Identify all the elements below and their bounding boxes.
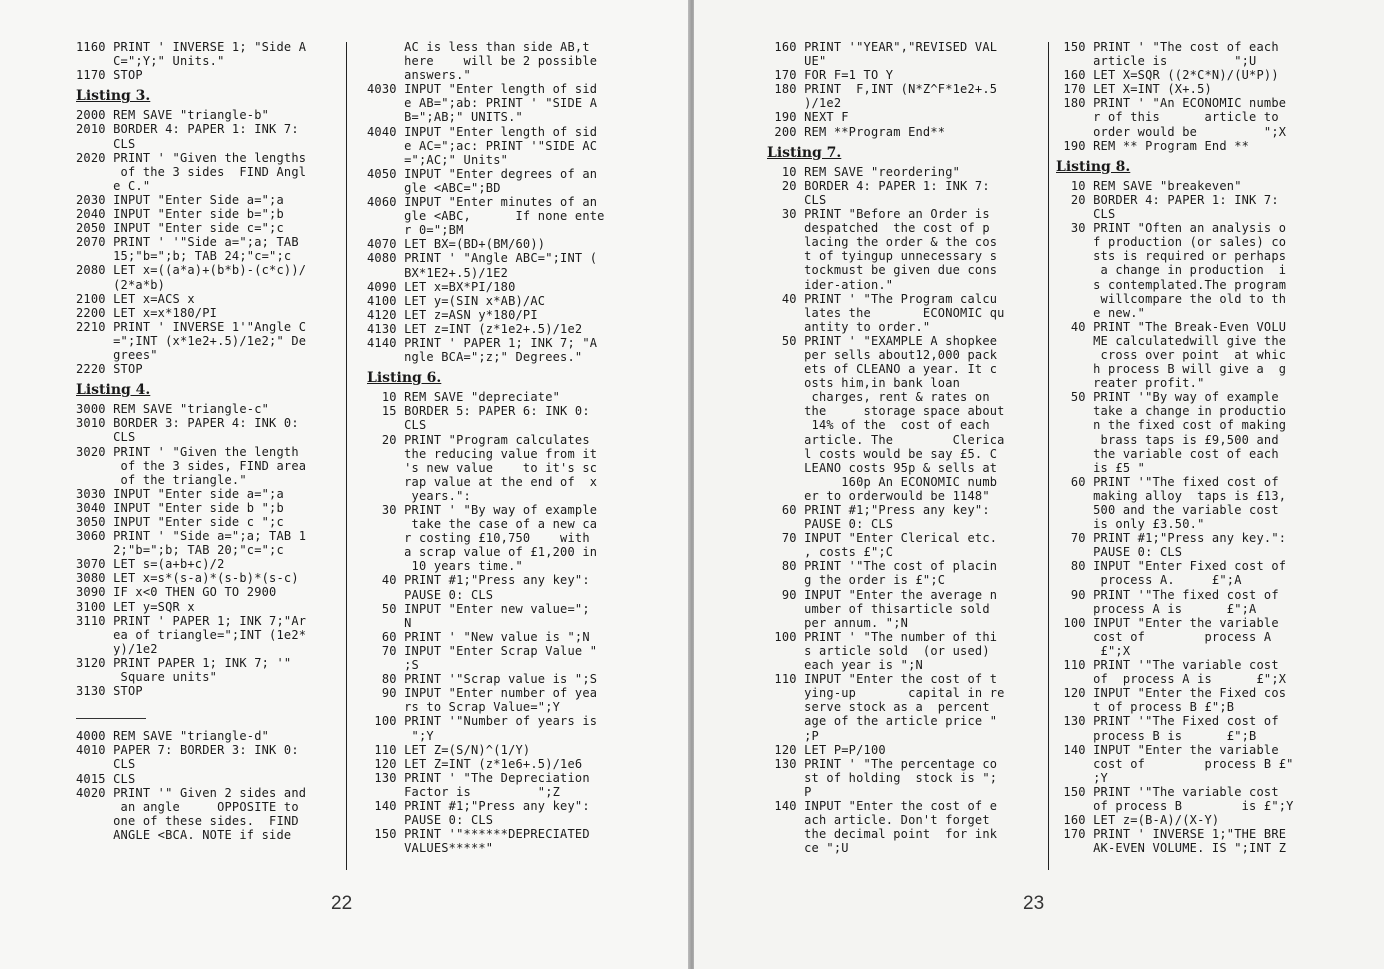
- code-line: a scrap value of £1,200 in: [367, 545, 598, 560]
- code-line: process A. £";A: [1056, 573, 1242, 588]
- code-line: cost of process A: [1056, 629, 1272, 644]
- code-line: ;S: [367, 658, 419, 673]
- code-line: ach article. Don't forget: [767, 813, 990, 828]
- code-line: 30 PRINT ' "By way of example: [367, 503, 598, 517]
- code-line: 40 PRINT "The Break-Even VOLU: [1056, 319, 1287, 334]
- code-line: tockmust be given due cons: [767, 263, 998, 278]
- code-line: gle <ABC=";BD: [367, 180, 501, 195]
- code-line: CLS: [367, 418, 427, 433]
- code-line: 100 INPUT "Enter the variable: [1056, 615, 1279, 630]
- code-line: 20 BORDER 4: PAPER 1: INK 7:: [767, 178, 990, 193]
- page-number: 22: [331, 893, 353, 914]
- code-line: umber of thisarticle sold: [767, 601, 990, 616]
- code-line: UE": [767, 54, 827, 69]
- code-block: [767, 165, 1031, 856]
- code-line: 3040 INPUT "Enter side b ";b: [76, 500, 284, 515]
- code-line: 30 PRINT "Before an Order is: [767, 207, 990, 222]
- code-line: 3010 BORDER 3: PAPER 4: INK 0:: [76, 416, 299, 431]
- code-block: [1056, 40, 1326, 153]
- listing-heading: Listing 6.: [367, 370, 442, 387]
- code-line: AC is less than side AB,t: [367, 40, 590, 54]
- code-line: 3030 INPUT "Enter side a=";a: [76, 486, 284, 501]
- code-line: £";X: [1056, 643, 1131, 658]
- code-line: cost of process B £": [1056, 756, 1294, 771]
- code-line: 160 LET z=(B-A)/(X-Y): [1056, 813, 1220, 828]
- code-line: ANGLE <BCA. NOTE if side: [76, 827, 292, 842]
- code-line: 2010 BORDER 4: PAPER 1: INK 7:: [76, 122, 299, 137]
- code-line: 2020 PRINT ' "Given the lengths: [76, 150, 307, 165]
- code-line: grees": [76, 347, 158, 362]
- code-line: 3100 LET y=SQR x: [76, 599, 195, 614]
- code-line: 3120 PRINT PAPER 1; INK 7; '": [76, 655, 292, 670]
- code-line: 15;"b=";b; TAB 24;"c=";c: [76, 249, 292, 264]
- code-line: 90 INPUT "Enter number of yea: [367, 686, 598, 701]
- code-line: a change in production i: [1056, 263, 1287, 278]
- code-line: is £5 ": [1056, 460, 1146, 475]
- code-line: 80 INPUT "Enter Fixed cost of: [1056, 559, 1287, 574]
- code-line: 100 PRINT ' "The number of thi: [767, 629, 998, 644]
- code-line: of the 3 sides FIND Angl: [76, 164, 307, 179]
- code-line: article is ";U: [1056, 54, 1257, 69]
- code-line: , costs £";C: [767, 545, 894, 560]
- code-line: years.":: [367, 488, 471, 503]
- code-line: sts is required or perhaps: [1056, 249, 1287, 264]
- listing-heading: Listing 3.: [76, 88, 151, 105]
- code-line: 4120 LET z=ASN y*180/PI: [367, 307, 538, 322]
- code-line: 60 PRINT ' "New value is ";N: [367, 629, 590, 644]
- code-line: each year is ";N: [767, 658, 923, 673]
- left-page-column-2: [367, 40, 637, 870]
- code-line: ngle BCA=";z;" Degrees.": [367, 350, 583, 365]
- code-line: 4130 LET z=INT (z*1e2+.5)/1e2: [367, 321, 583, 336]
- code-line: 20 PRINT "Program calculates: [367, 432, 590, 447]
- code-line: 4015 CLS: [76, 771, 136, 786]
- code-line: B=";AB;" UNITS.": [367, 110, 523, 125]
- code-line: 150 PRINT ' "The cost of each: [1056, 40, 1279, 54]
- left-page: [0, 0, 690, 969]
- code-line: 3020 PRINT ' "Given the length: [76, 444, 299, 459]
- code-line: 120 LET Z=INT (z*1e6+.5)/1e6: [367, 756, 583, 771]
- code-line: LEANO costs 95p & sells at: [767, 460, 998, 475]
- code-line: t of tyingup unnecessary s: [767, 249, 998, 264]
- code-line: CLS: [76, 757, 136, 772]
- code-line: 15 BORDER 5: PAPER 6: INK 0:: [367, 404, 590, 419]
- code-line: 80 PRINT '"The cost of placin: [767, 559, 998, 574]
- code-line: PAUSE 0: CLS: [1056, 545, 1183, 560]
- code-line: 100 PRINT '"Number of years is: [367, 714, 598, 729]
- code-line: ying-up capital in re: [767, 686, 1005, 701]
- code-line: 70 INPUT "Enter Clerical etc.: [767, 531, 998, 546]
- code-line: Factor is ";Z: [367, 784, 561, 799]
- code-line: 3090 IF x<0 THEN GO TO 2900: [76, 585, 277, 600]
- code-line: 140 PRINT #1;"Press any key":: [367, 798, 590, 813]
- code-line: e new.": [1056, 305, 1146, 320]
- code-block: [76, 402, 344, 698]
- code-line: order would be ";X: [1056, 124, 1287, 139]
- code-line: ;P: [767, 728, 819, 743]
- code-line: y)/1e2: [76, 641, 158, 656]
- code-line: 180 PRINT F,INT (N*Z^F*1e2+.5: [767, 82, 998, 97]
- code-line: 70 PRINT #1;"Press any key.":: [1056, 531, 1287, 546]
- page-number: 23: [1023, 893, 1045, 914]
- code-line: 2210 PRINT ' INVERSE 1'"Angle C: [76, 319, 307, 334]
- code-line: 3110 PRINT ' PAPER 1; INK 7;"Ar: [76, 613, 307, 628]
- code-line: 120 INPUT "Enter the Fixed cos: [1056, 686, 1287, 701]
- code-line: of the triangle.": [76, 472, 247, 487]
- code-line: Square units": [76, 670, 218, 685]
- code-line: 4100 LET y=(SIN x*AB)/AC: [367, 293, 546, 308]
- code-line: 500 and the variable cost: [1056, 503, 1279, 517]
- code-line: s article sold (or used): [767, 643, 990, 658]
- code-line: 10 REM SAVE "reordering": [767, 164, 961, 179]
- code-line: take a change in productio: [1056, 404, 1287, 419]
- code-line: 140 INPUT "Enter the variable: [1056, 742, 1279, 757]
- code-line: antity to order.": [767, 319, 931, 334]
- right-page-column-1: [767, 40, 1031, 870]
- code-line: ce ";U: [767, 841, 849, 856]
- code-block: [76, 40, 344, 82]
- code-line: the decimal point for ink: [767, 827, 998, 842]
- code-line: CLS: [76, 430, 136, 445]
- code-line: 70 INPUT "Enter Scrap Value ": [367, 643, 598, 658]
- code-line: BX*1E2+.5)/1E2: [367, 265, 509, 280]
- code-line: 3050 INPUT "Enter side c ";c: [76, 515, 284, 529]
- code-line: 170 LET X=INT (X+.5): [1056, 82, 1212, 97]
- code-line: 90 INPUT "Enter the average n: [767, 587, 998, 602]
- right-page-column-2: [1056, 40, 1326, 870]
- code-line: 3070 LET s=(a+b+c)/2: [76, 557, 225, 572]
- code-line: C=";Y;" Units.": [76, 54, 225, 69]
- code-line: the variable cost of each: [1056, 446, 1279, 461]
- code-line: 's new value to it's sc: [367, 460, 598, 475]
- code-line: CLS: [76, 136, 136, 151]
- code-line: per sells about12,000 pack: [767, 347, 998, 362]
- code-line: serve stock as a percent: [767, 700, 990, 715]
- code-line: 3060 PRINT ' "Side a=";a; TAB 1: [76, 529, 307, 544]
- code-line: 2;"b=";b; TAB 20;"c=";c: [76, 543, 284, 558]
- code-line: 50 PRINT ' "EXAMPLE A shopkee: [767, 333, 998, 348]
- code-line: 4140 PRINT ' PAPER 1; INK 7; "A: [367, 335, 598, 350]
- code-line: 190 REM ** Program End **: [1056, 138, 1250, 153]
- code-line: 2200 LET x=x*180/PI: [76, 305, 218, 320]
- code-line: 10 REM SAVE "breakeven": [1056, 178, 1242, 193]
- code-line: 4020 PRINT '" Given 2 sides and: [76, 785, 307, 800]
- code-line: n the fixed cost of making: [1056, 418, 1287, 433]
- column-divider: [1048, 42, 1049, 870]
- code-line: r costing £10,750 with: [367, 531, 590, 546]
- code-line: 150 PRINT '"******DEPRECIATED: [367, 827, 590, 842]
- code-block: [367, 40, 637, 364]
- code-line: process A is £";A: [1056, 601, 1257, 616]
- code-line: lates the ECONOMIC qu: [767, 305, 1005, 320]
- code-line: article. The Clerica: [767, 432, 1005, 447]
- code-line: 150 PRINT '"The variable cost: [1056, 784, 1279, 799]
- code-line: 2080 LET x=((a*a)+(b*b)-(c*c))/: [76, 263, 307, 278]
- code-block: [1056, 179, 1326, 856]
- code-line: r 0=";BM: [367, 223, 464, 238]
- code-line: P: [767, 784, 812, 799]
- code-line: process B is £";B: [1056, 728, 1257, 743]
- code-line: charges, rent & rates on: [767, 390, 990, 405]
- code-line: CLS: [1056, 207, 1116, 222]
- code-line: ";Y: [367, 728, 434, 743]
- code-line: gle <ABC, If none ente: [367, 209, 605, 224]
- code-line: of process B is £";Y: [1056, 798, 1294, 813]
- code-line: 2040 INPUT "Enter side b=";b: [76, 207, 284, 222]
- code-line: 30 PRINT "Often an analysis o: [1056, 221, 1287, 236]
- code-line: 10 years time.": [367, 559, 523, 574]
- code-block: [76, 729, 344, 842]
- code-line: 2070 PRINT ' '"Side a=";a; TAB: [76, 235, 299, 250]
- code-line: r of this article to: [1056, 110, 1279, 125]
- code-line: AK-EVEN VOLUME. IS ";INT Z: [1056, 841, 1287, 856]
- code-line: 4030 INPUT "Enter length of sid: [367, 82, 598, 97]
- code-line: e AC=";ac: PRINT '"SIDE AC: [367, 138, 598, 153]
- code-line: 14% of the cost of each: [767, 418, 990, 433]
- code-line: s contemplated.The program: [1056, 277, 1287, 292]
- code-line: 180 PRINT ' "An ECONOMIC numbe: [1056, 96, 1287, 111]
- code-line: an angle OPPOSITE to: [76, 799, 299, 814]
- code-line: 170 PRINT ' INVERSE 1;"THE BRE: [1056, 827, 1287, 842]
- code-line: 130 PRINT '"The Fixed cost of: [1056, 714, 1279, 729]
- code-line: 4040 INPUT "Enter length of sid: [367, 124, 598, 139]
- code-line: g the order is £";C: [767, 573, 946, 588]
- divider-rule: [76, 718, 146, 719]
- code-line: 2000 REM SAVE "triangle-b": [76, 108, 270, 123]
- code-line: lacing the order & the cos: [767, 235, 998, 250]
- code-line: of process A is £";X: [1056, 672, 1287, 687]
- code-line: 4070 LET BX=(BD+(BM/60)): [367, 237, 546, 252]
- code-line: st of holding stock is ";: [767, 770, 998, 785]
- code-line: 40 PRINT ' "The Program calcu: [767, 291, 998, 306]
- code-line: of the 3 sides, FIND area: [76, 458, 307, 473]
- code-line: the reducing value from it: [367, 446, 598, 461]
- code-line: PAUSE 0: CLS: [367, 587, 494, 602]
- code-line: 1160 PRINT ' INVERSE 1; "Side A: [76, 40, 307, 54]
- code-line: er to orderwould be 1148": [767, 488, 990, 503]
- code-line: 90 PRINT '"The fixed cost of: [1056, 587, 1279, 602]
- code-line: 4010 PAPER 7: BORDER 3: INK 0:: [76, 743, 299, 758]
- code-line: take the case of a new ca: [367, 517, 598, 532]
- right-page: [694, 0, 1384, 969]
- code-line: =";AC;" Units": [367, 152, 509, 167]
- code-line: 2100 LET x=ACS x: [76, 291, 195, 306]
- code-line: per annum. ";N: [767, 615, 909, 630]
- code-block: [367, 390, 637, 855]
- code-line: CLS: [767, 192, 827, 207]
- code-line: 3000 REM SAVE "triangle-c": [76, 402, 270, 417]
- code-line: ets of CLEANO a year. It c: [767, 362, 998, 377]
- code-line: 80 PRINT '"Scrap value is ";S: [367, 672, 598, 687]
- code-line: 2220 STOP: [76, 362, 143, 377]
- code-line: 120 LET P=P/100: [767, 742, 886, 757]
- code-line: )/1e2: [767, 96, 842, 111]
- code-line: =";INT (x*1e2+.5)/1e2;" De: [76, 333, 307, 348]
- code-line: cross over point at whic: [1056, 347, 1287, 362]
- code-line: 2050 INPUT "Enter side c=";c: [76, 221, 284, 236]
- code-line: 110 LET Z=(S/N)^(1/Y): [367, 742, 531, 757]
- code-line: f production (or sales) co: [1056, 235, 1287, 250]
- code-line: (2*a*b): [76, 277, 166, 292]
- code-line: 50 INPUT "Enter new value=";: [367, 601, 590, 616]
- code-line: 4080 PRINT ' "Angle ABC=";INT (: [367, 251, 598, 266]
- code-line: 130 PRINT ' "The percentage co: [767, 756, 998, 771]
- code-line: brass taps is £9,500 and: [1056, 432, 1279, 447]
- code-line: one of these sides. FIND: [76, 813, 299, 828]
- code-line: 40 PRINT #1;"Press any key":: [367, 573, 590, 588]
- code-line: despatched the cost of p: [767, 221, 990, 236]
- code-line: answers.": [367, 68, 471, 83]
- code-line: VALUES*****": [367, 841, 494, 856]
- code-line: ;Y: [1056, 770, 1108, 785]
- code-line: willcompare the old to th: [1056, 291, 1287, 306]
- code-line: PAUSE 0: CLS: [367, 813, 494, 828]
- code-line: 130 PRINT ' "The Depreciation: [367, 770, 590, 785]
- code-line: 3130 STOP: [76, 684, 143, 699]
- code-line: N: [367, 615, 412, 630]
- column-divider: [346, 42, 347, 870]
- code-line: reater profit.": [1056, 376, 1205, 391]
- code-line: 140 INPUT "Enter the cost of e: [767, 798, 998, 813]
- code-line: 1170 STOP: [76, 68, 143, 83]
- code-line: 4090 LET x=BX*PI/180: [367, 279, 516, 294]
- listing-heading: Listing 4.: [76, 382, 151, 399]
- code-line: 50 PRINT '"By way of example: [1056, 390, 1279, 405]
- code-line: t of process B £";B: [1056, 700, 1235, 715]
- code-line: 200 REM **Program End**: [767, 124, 946, 139]
- code-line: 190 NEXT F: [767, 110, 849, 125]
- code-line: osts him,in bank loan: [767, 376, 961, 391]
- code-line: 170 FOR F=1 TO Y: [767, 68, 894, 83]
- code-line: 4060 INPUT "Enter minutes of an: [367, 195, 598, 210]
- code-line: 160p An ECONOMIC numb: [767, 474, 998, 489]
- code-line: making alloy taps is £13,: [1056, 488, 1287, 503]
- code-line: is only £3.50.": [1056, 517, 1205, 532]
- listing-heading: Listing 8.: [1056, 158, 1131, 175]
- code-line: PAUSE 0: CLS: [767, 517, 894, 532]
- code-line: e C.": [76, 178, 151, 193]
- code-line: 60 PRINT '"The fixed cost of: [1056, 474, 1279, 489]
- code-line: 110 PRINT '"The variable cost: [1056, 658, 1279, 673]
- listing-heading: Listing 7.: [767, 144, 842, 161]
- code-line: 60 PRINT #1;"Press any key":: [767, 503, 990, 517]
- code-line: 4000 REM SAVE "triangle-d": [76, 729, 270, 744]
- code-line: the storage space about: [767, 404, 1005, 419]
- code-block: [767, 40, 1031, 139]
- code-line: 2030 INPUT "Enter Side a=";a: [76, 192, 284, 207]
- code-line: 160 PRINT '"YEAR","REVISED VAL: [767, 40, 998, 54]
- code-line: 10 REM SAVE "depreciate": [367, 390, 561, 405]
- code-line: 3080 LET x=s*(s-a)*(s-b)*(s-c): [76, 571, 299, 586]
- code-line: age of the article price ": [767, 714, 998, 729]
- code-line: 160 LET X=SQR ((2*C*N)/(U*P)): [1056, 68, 1279, 83]
- code-line: h process B will give a g: [1056, 362, 1287, 377]
- code-line: ea of triangle=";INT (1e2*: [76, 627, 307, 642]
- code-line: 4050 INPUT "Enter degrees of an: [367, 166, 598, 181]
- left-page-column-1: [76, 40, 344, 870]
- code-block: [76, 108, 344, 376]
- code-line: e AB=";ab: PRINT ' "SIDE A: [367, 96, 598, 111]
- code-line: ME calculatedwill give the: [1056, 333, 1287, 348]
- code-line: rap value at the end of x: [367, 474, 598, 489]
- code-line: rs to Scrap Value=";Y: [367, 700, 561, 715]
- code-line: l costs would be say £5. C: [767, 446, 998, 461]
- code-line: 110 INPUT "Enter the cost of t: [767, 672, 998, 687]
- code-line: here will be 2 possible: [367, 54, 598, 69]
- code-line: 20 BORDER 4: PAPER 1: INK 7:: [1056, 192, 1279, 207]
- code-line: ider-ation.": [767, 277, 894, 292]
